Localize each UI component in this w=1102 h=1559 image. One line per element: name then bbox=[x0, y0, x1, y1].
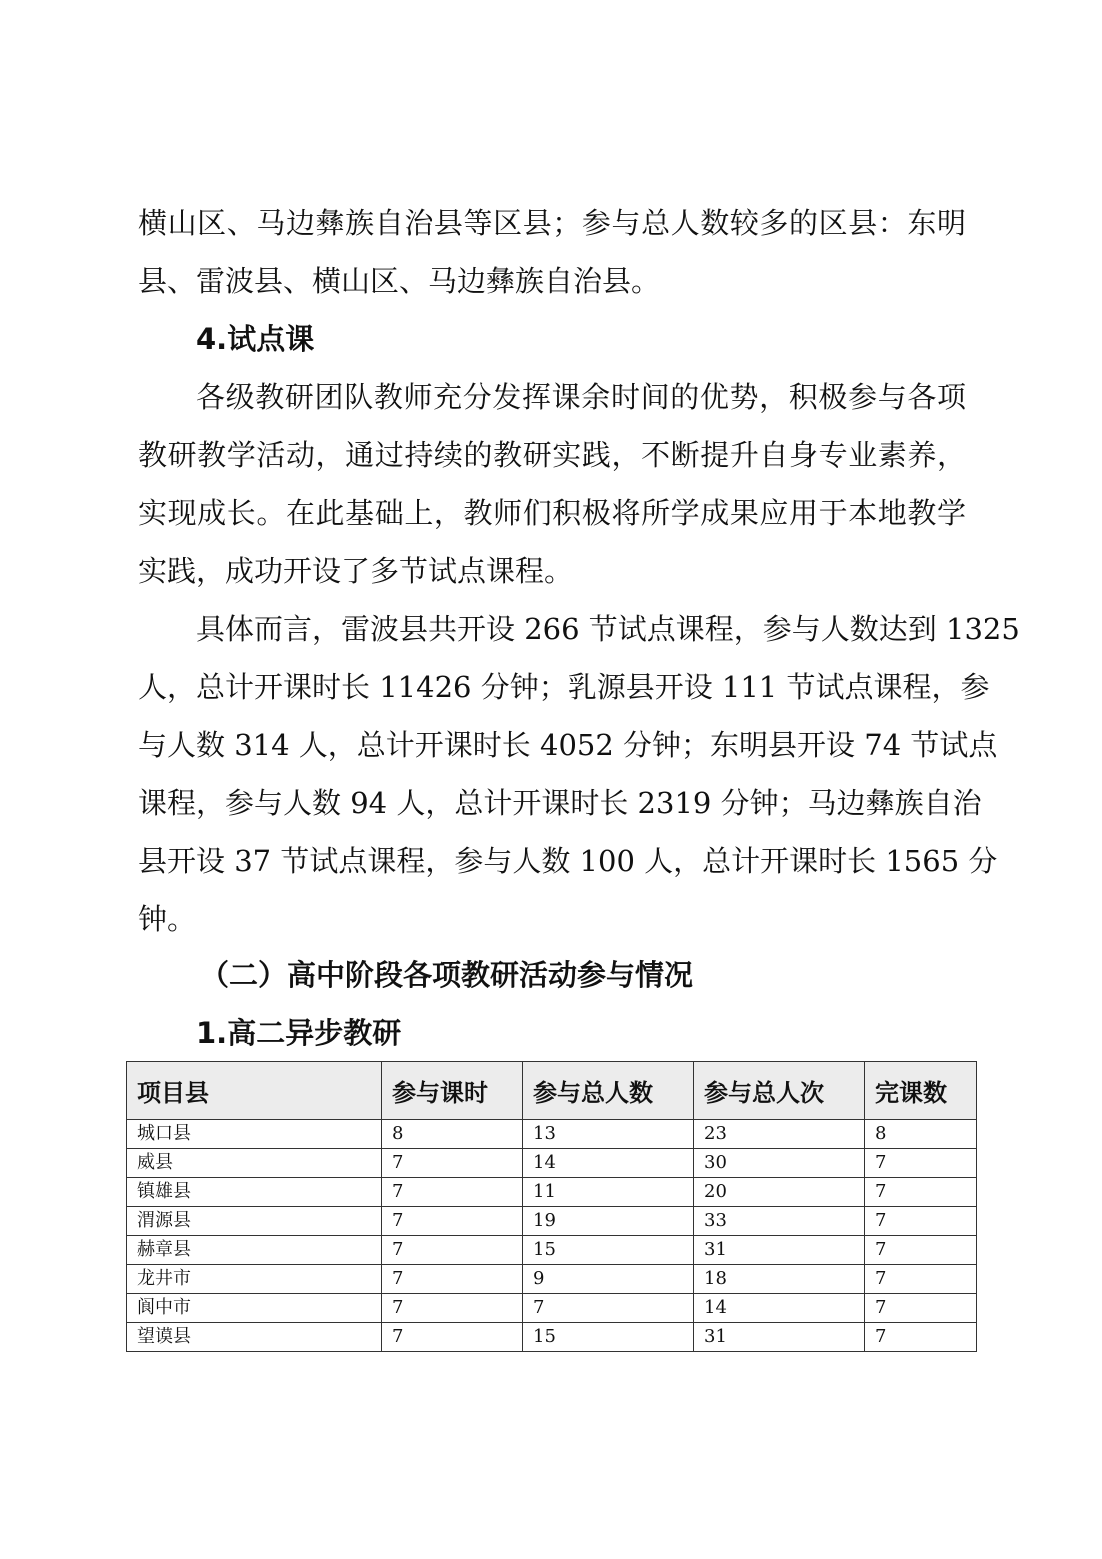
paragraph-line: 人，总计开课时长 11426 分钟；乳源县开设 111 节试点课程，参 bbox=[138, 670, 990, 704]
table-row bbox=[127, 1265, 977, 1294]
table-cell: 8 bbox=[865, 1120, 977, 1149]
table-cell: 7 bbox=[382, 1149, 523, 1178]
paragraph-line: 县开设 37 节试点课程，参与人数 100 人，总计开课时长 1565 分 bbox=[138, 844, 998, 878]
table-cell: 城口县 bbox=[127, 1120, 382, 1149]
table-cell: 7 bbox=[865, 1207, 977, 1236]
table-cell: 8 bbox=[382, 1120, 523, 1149]
table-cell: 14 bbox=[523, 1149, 694, 1178]
table-cell: 19 bbox=[523, 1207, 694, 1236]
paragraph-line: 具体而言，雷波县共开设 266 节试点课程，参与人数达到 1325 bbox=[196, 612, 1020, 646]
table-cell: 33 bbox=[694, 1207, 865, 1236]
table-cell: 7 bbox=[865, 1265, 977, 1294]
table-cell: 20 bbox=[694, 1178, 865, 1207]
table-cell: 7 bbox=[865, 1323, 977, 1352]
table-cell: 7 bbox=[382, 1265, 523, 1294]
table-cell: 7 bbox=[523, 1294, 694, 1323]
table-row bbox=[127, 1323, 977, 1352]
table-cell: 龙井市 bbox=[127, 1265, 382, 1294]
section-heading: （二）高中阶段各项教研活动参与情况 bbox=[200, 958, 694, 992]
table-row bbox=[127, 1178, 977, 1207]
table-cell: 望谟县 bbox=[127, 1323, 382, 1352]
table-cell: 7 bbox=[382, 1294, 523, 1323]
table-row bbox=[127, 1149, 977, 1178]
column-header: 完课数 bbox=[865, 1062, 977, 1120]
table-cell: 7 bbox=[865, 1236, 977, 1265]
paragraph-line: 课程，参与人数 94 人，总计开课时长 2319 分钟；马边彝族自治 bbox=[138, 786, 982, 820]
column-header: 项目县 bbox=[127, 1062, 382, 1120]
table-cell: 23 bbox=[694, 1120, 865, 1149]
column-header: 参与总人数 bbox=[523, 1062, 694, 1120]
table-row bbox=[127, 1207, 977, 1236]
table-row bbox=[127, 1236, 977, 1265]
table-cell: 赫章县 bbox=[127, 1236, 382, 1265]
table-cell: 7 bbox=[382, 1207, 523, 1236]
paragraph-line: 实践，成功开设了多节试点课程。 bbox=[138, 554, 574, 588]
table-row bbox=[127, 1120, 977, 1149]
paragraph-line: 与人数 314 人，总计开课时长 4052 分钟；东明县开设 74 节试点 bbox=[138, 728, 998, 762]
table-cell: 18 bbox=[694, 1265, 865, 1294]
table-cell: 13 bbox=[523, 1120, 694, 1149]
subsection-heading: 4.试点课 bbox=[196, 322, 315, 356]
paragraph-line: 县、雷波县、横山区、马边彝族自治县。 bbox=[138, 264, 661, 298]
table-cell: 阆中市 bbox=[127, 1294, 382, 1323]
column-header: 参与课时 bbox=[382, 1062, 523, 1120]
table-cell: 7 bbox=[865, 1178, 977, 1207]
table-cell: 7 bbox=[382, 1236, 523, 1265]
column-header: 参与总人次 bbox=[694, 1062, 865, 1120]
table-cell: 31 bbox=[694, 1236, 865, 1265]
paragraph-line: 各级教研团队教师充分发挥课余时间的优势，积极参与各项 bbox=[196, 380, 966, 414]
paragraph-line: 钟。 bbox=[138, 902, 197, 936]
table-cell: 7 bbox=[382, 1178, 523, 1207]
table-cell: 30 bbox=[694, 1149, 865, 1178]
table-cell: 7 bbox=[865, 1149, 977, 1178]
table-cell: 渭源县 bbox=[127, 1207, 382, 1236]
table-cell: 威县 bbox=[127, 1149, 382, 1178]
table-row bbox=[127, 1294, 977, 1323]
table-cell: 7 bbox=[382, 1323, 523, 1352]
table-cell: 31 bbox=[694, 1323, 865, 1352]
table-cell: 9 bbox=[523, 1265, 694, 1294]
table-cell: 14 bbox=[694, 1294, 865, 1323]
paragraph-line: 教研教学活动，通过持续的教研实践，不断提升自身专业素养， bbox=[138, 438, 966, 472]
table-cell: 7 bbox=[865, 1294, 977, 1323]
table-cell: 镇雄县 bbox=[127, 1178, 382, 1207]
paragraph-line: 实现成长。在此基础上，教师们积极将所学成果应用于本地教学 bbox=[138, 496, 966, 530]
table-cell: 15 bbox=[523, 1236, 694, 1265]
data-table bbox=[126, 1061, 977, 1352]
table-cell: 15 bbox=[523, 1323, 694, 1352]
table-cell: 11 bbox=[523, 1178, 694, 1207]
paragraph-line: 横山区、马边彝族自治县等区县；参与总人数较多的区县：东明 bbox=[138, 206, 966, 240]
subsection-heading: 1.高二异步教研 bbox=[196, 1016, 402, 1050]
table-header-row bbox=[127, 1062, 977, 1120]
